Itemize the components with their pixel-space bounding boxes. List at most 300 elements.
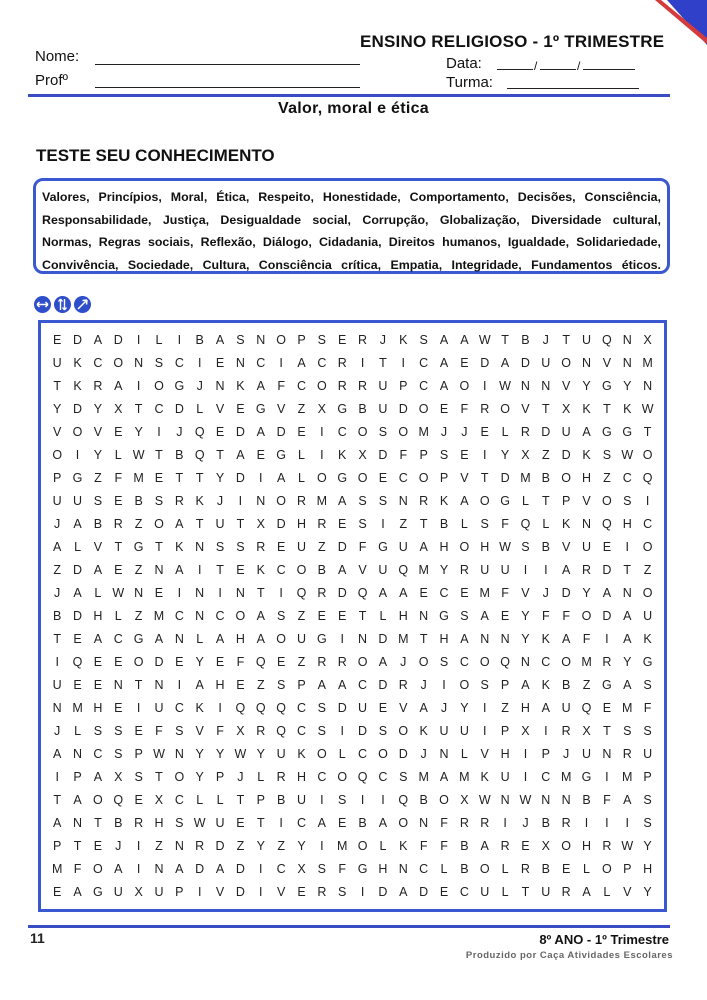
grid-cell[interactable]: X [643,333,652,347]
grid-cell[interactable]: R [561,724,571,738]
grid-cell[interactable]: C [378,770,388,784]
grid-cell[interactable]: Q [520,517,531,531]
grid-cell[interactable]: J [420,678,427,692]
grid-cell[interactable]: X [317,402,327,416]
grid-cell[interactable]: E [297,885,306,899]
grid-cell[interactable]: P [297,333,306,347]
grid-cell[interactable]: F [603,793,611,807]
grid-cell[interactable]: V [399,701,408,715]
grid-cell[interactable]: L [196,632,204,646]
grid-cell[interactable]: Q [642,471,653,485]
grid-cell[interactable]: J [176,425,183,439]
grid-cell[interactable]: D [235,471,245,485]
grid-cell[interactable]: I [482,701,487,715]
grid-cell[interactable]: T [53,793,61,807]
grid-cell[interactable]: O [479,655,490,669]
grid-cell[interactable]: C [459,655,469,669]
grid-cell[interactable]: S [134,770,143,784]
grid-cell[interactable]: A [378,586,388,600]
grid-cell[interactable]: O [500,402,510,416]
grid-cell[interactable]: O [154,379,164,393]
grid-cell[interactable]: Z [297,609,306,623]
grid-cell[interactable]: Y [582,379,591,393]
grid-cell[interactable]: R [459,563,469,577]
grid-cell[interactable]: U [296,632,306,646]
grid-cell[interactable]: N [398,494,408,508]
grid-cell[interactable]: Q [255,655,266,669]
grid-cell[interactable]: C [174,609,184,623]
grid-cell[interactable]: C [622,471,632,485]
grid-cell[interactable]: A [276,471,286,485]
grid-cell[interactable]: D [337,701,347,715]
grid-cell[interactable]: H [500,747,510,761]
grid-cell[interactable]: L [257,770,265,784]
grid-cell[interactable]: I [136,701,141,715]
grid-cell[interactable]: A [419,540,428,554]
grid-cell[interactable]: U [296,793,306,807]
grid-cell[interactable]: H [296,770,306,784]
grid-cell[interactable]: D [337,540,347,554]
grid-cell[interactable]: Z [399,517,408,531]
grid-cell[interactable]: D [561,448,571,462]
grid-cell[interactable]: E [154,471,164,485]
grid-cell[interactable]: R [459,816,469,830]
grid-cell[interactable]: M [520,471,531,485]
grid-cell[interactable]: U [500,770,510,784]
grid-cell[interactable]: F [541,609,550,623]
grid-cell[interactable]: E [521,839,530,853]
grid-cell[interactable]: O [93,793,103,807]
grid-cell[interactable]: Q [500,655,510,669]
grid-cell[interactable]: I [218,586,222,600]
grid-cell[interactable]: N [235,356,245,370]
grid-cell[interactable]: L [114,448,122,462]
grid-cell[interactable]: M [418,770,429,784]
grid-cell[interactable]: Q [194,425,205,439]
grid-cell[interactable]: B [521,333,530,347]
grid-cell[interactable]: B [541,471,550,485]
grid-cell[interactable]: L [94,586,102,600]
name-field[interactable] [95,64,360,65]
grid-cell[interactable]: R [174,494,184,508]
grid-cell[interactable]: A [480,839,489,853]
grid-cell[interactable]: O [479,494,490,508]
grid-cell[interactable]: I [320,839,324,853]
grid-cell[interactable]: N [154,678,164,692]
grid-cell[interactable]: L [298,471,305,485]
grid-cell[interactable]: U [439,724,449,738]
grid-cell[interactable]: H [378,862,388,876]
grid-cell[interactable]: W [499,540,511,554]
grid-cell[interactable]: I [177,586,182,600]
grid-cell[interactable]: I [259,471,263,485]
grid-cell[interactable]: G [602,678,612,692]
grid-cell[interactable]: S [419,333,428,347]
grid-cell[interactable]: V [460,471,469,485]
grid-cell[interactable]: E [134,724,143,738]
grid-cell[interactable]: N [520,655,530,669]
grid-cell[interactable]: E [338,609,347,623]
grid-cell[interactable]: P [643,770,652,784]
grid-cell[interactable]: H [520,701,530,715]
grid-cell[interactable]: D [276,425,286,439]
grid-cell[interactable]: L [603,885,611,899]
grid-cell[interactable]: U [296,540,306,554]
grid-cell[interactable]: Q [255,701,266,715]
grid-cell[interactable]: D [113,333,123,347]
grid-cell[interactable]: I [360,793,365,807]
grid-cell[interactable]: S [236,540,245,554]
grid-cell[interactable]: R [582,563,592,577]
grid-cell[interactable]: A [93,563,103,577]
grid-cell[interactable]: B [53,609,62,623]
grid-cell[interactable]: A [256,632,265,646]
grid-cell[interactable]: E [419,586,428,600]
grid-cell[interactable]: S [276,678,286,692]
grid-cell[interactable]: T [603,402,611,416]
grid-cell[interactable]: T [562,333,570,347]
grid-cell[interactable]: I [136,839,141,853]
grid-cell[interactable]: O [398,724,409,738]
grid-cell[interactable]: Q [602,517,612,531]
grid-cell[interactable]: A [623,609,632,623]
grid-cell[interactable]: F [73,862,82,876]
grid-cell[interactable]: L [440,862,448,876]
grid-cell[interactable]: I [279,816,283,830]
grid-cell[interactable]: M [153,609,165,623]
grid-cell[interactable]: E [460,448,469,462]
grid-cell[interactable]: A [297,356,306,370]
grid-cell[interactable]: D [419,885,429,899]
grid-cell[interactable]: M [418,425,429,439]
grid-cell[interactable]: Y [93,402,103,416]
grid-cell[interactable]: U [113,885,123,899]
grid-cell[interactable]: N [622,356,632,370]
grid-cell[interactable]: X [358,448,367,462]
grid-cell[interactable]: A [256,609,265,623]
grid-cell[interactable]: E [602,540,612,554]
grid-cell[interactable]: S [338,793,347,807]
grid-cell[interactable]: A [439,333,449,347]
grid-cell[interactable]: K [399,333,408,347]
grid-cell[interactable]: V [602,356,612,370]
grid-cell[interactable]: C [93,747,103,761]
grid-cell[interactable]: B [541,862,550,876]
grid-cell[interactable]: U [52,356,62,370]
grid-cell[interactable]: O [642,586,653,600]
grid-cell[interactable]: I [523,770,528,784]
grid-cell[interactable]: G [439,609,449,623]
grid-cell[interactable]: E [480,425,489,439]
grid-cell[interactable]: C [358,678,368,692]
grid-cell[interactable]: Z [297,402,306,416]
grid-cell[interactable]: G [622,425,633,439]
grid-cell[interactable]: T [53,632,61,646]
grid-cell[interactable]: F [440,816,448,830]
grid-cell[interactable]: A [73,586,82,600]
grid-cell[interactable]: G [93,885,103,899]
grid-cell[interactable]: Z [297,655,306,669]
grid-cell[interactable]: J [420,747,427,761]
grid-cell[interactable]: M [316,494,328,508]
grid-cell[interactable]: E [114,701,123,715]
grid-cell[interactable]: I [544,563,548,577]
grid-cell[interactable]: S [358,517,367,531]
grid-cell[interactable]: U [52,494,62,508]
grid-cell[interactable]: T [134,402,143,416]
grid-cell[interactable]: V [195,724,204,738]
grid-cell[interactable]: K [297,747,306,761]
grid-cell[interactable]: N [358,632,368,646]
grid-cell[interactable]: E [93,655,103,669]
grid-cell[interactable]: Q [357,586,368,600]
grid-cell[interactable]: S [643,724,652,738]
grid-cell[interactable]: U [154,701,164,715]
grid-cell[interactable]: E [317,609,327,623]
grid-cell[interactable]: A [480,609,489,623]
grid-cell[interactable]: I [442,678,446,692]
grid-cell[interactable]: S [175,724,184,738]
grid-cell[interactable]: O [276,333,286,347]
grid-cell[interactable]: A [582,425,591,439]
grid-cell[interactable]: Z [134,517,143,531]
grid-cell[interactable]: I [360,885,365,899]
grid-cell[interactable]: R [398,678,408,692]
grid-cell[interactable]: G [337,471,348,485]
grid-cell[interactable]: H [439,632,449,646]
grid-cell[interactable]: C [317,770,327,784]
grid-cell[interactable]: X [114,402,123,416]
grid-cell[interactable]: O [602,494,612,508]
grid-cell[interactable]: B [276,793,286,807]
grid-cell[interactable]: I [238,494,243,508]
grid-cell[interactable]: G [72,471,83,485]
grid-cell[interactable]: O [479,862,490,876]
grid-cell[interactable]: S [317,724,327,738]
grid-cell[interactable]: T [256,816,265,830]
grid-cell[interactable]: K [236,379,245,393]
grid-cell[interactable]: N [582,356,592,370]
grid-cell[interactable]: S [399,770,408,784]
grid-cell[interactable]: T [603,724,611,738]
grid-cell[interactable]: A [561,632,571,646]
grid-cell[interactable]: X [114,770,123,784]
grid-cell[interactable]: L [379,609,387,623]
grid-cell[interactable]: J [563,747,570,761]
grid-cell[interactable]: R [561,885,571,899]
grid-cell[interactable]: S [480,678,489,692]
grid-cell[interactable]: K [195,494,204,508]
grid-cell[interactable]: S [643,793,652,807]
grid-cell[interactable]: O [357,425,368,439]
grid-cell[interactable]: I [625,816,629,830]
grid-cell[interactable]: F [236,655,245,669]
grid-cell[interactable]: O [439,793,449,807]
grid-cell[interactable]: H [582,471,592,485]
grid-cell[interactable]: V [623,885,632,899]
grid-cell[interactable]: K [256,563,265,577]
grid-cell[interactable]: I [605,770,609,784]
grid-cell[interactable]: E [439,402,449,416]
grid-cell[interactable]: Y [195,655,204,669]
grid-cell[interactable]: O [72,425,83,439]
grid-cell[interactable]: R [480,816,490,830]
grid-cell[interactable]: O [561,471,572,485]
grid-cell[interactable]: A [317,678,327,692]
grid-cell[interactable]: E [378,701,388,715]
grid-cell[interactable]: G [357,862,368,876]
grid-cell[interactable]: D [541,425,551,439]
grid-cell[interactable]: E [602,701,612,715]
grid-cell[interactable]: P [73,770,82,784]
grid-cell[interactable]: L [196,793,204,807]
grid-cell[interactable]: L [379,839,387,853]
grid-cell[interactable]: F [460,402,469,416]
grid-cell[interactable]: D [358,724,368,738]
grid-cell[interactable]: S [317,701,327,715]
grid-cell[interactable]: B [134,494,143,508]
grid-cell[interactable]: G [133,540,144,554]
grid-cell[interactable]: P [439,471,449,485]
grid-cell[interactable]: P [561,494,571,508]
grid-cell[interactable]: Y [134,425,143,439]
grid-cell[interactable]: H [643,862,653,876]
grid-cell[interactable]: I [218,701,222,715]
grid-cell[interactable]: E [73,678,82,692]
grid-cell[interactable]: V [215,402,225,416]
grid-cell[interactable]: R [337,379,347,393]
grid-cell[interactable]: G [337,402,348,416]
grid-cell[interactable]: G [316,632,327,646]
grid-cell[interactable]: O [561,356,572,370]
grid-cell[interactable]: I [157,425,161,439]
grid-cell[interactable]: I [340,724,344,738]
grid-cell[interactable]: T [155,770,163,784]
grid-cell[interactable]: Q [398,793,409,807]
grid-cell[interactable]: Q [296,586,307,600]
grid-cell[interactable]: I [320,448,324,462]
grid-cell[interactable]: C [358,747,368,761]
grid-cell[interactable]: N [195,586,205,600]
grid-cell[interactable]: Q [602,333,612,347]
grid-cell[interactable]: B [317,563,327,577]
grid-cell[interactable]: W [641,402,654,416]
grid-cell[interactable]: E [276,540,286,554]
grid-cell[interactable]: M [459,770,470,784]
grid-cell[interactable]: K [338,448,347,462]
grid-cell[interactable]: B [175,448,184,462]
grid-cell[interactable]: F [643,701,652,715]
grid-cell[interactable]: O [276,494,286,508]
grid-cell[interactable]: G [133,632,144,646]
grid-cell[interactable]: D [235,425,245,439]
grid-cell[interactable]: I [279,586,283,600]
grid-cell[interactable]: T [541,402,550,416]
grid-cell[interactable]: X [582,724,591,738]
grid-cell[interactable]: N [235,586,245,600]
grid-cell[interactable]: D [73,402,83,416]
grid-cell[interactable]: L [74,724,82,738]
grid-cell[interactable]: Y [582,586,591,600]
grid-cell[interactable]: T [114,540,123,554]
grid-cell[interactable]: Y [643,839,652,853]
grid-cell[interactable]: P [500,724,510,738]
grid-cell[interactable]: F [399,448,408,462]
grid-cell[interactable]: I [197,356,202,370]
grid-cell[interactable]: H [215,678,225,692]
grid-cell[interactable]: A [378,816,388,830]
grid-cell[interactable]: O [52,448,63,462]
grid-cell[interactable]: Z [155,839,163,853]
grid-cell[interactable]: R [256,540,266,554]
grid-cell[interactable]: G [255,402,266,416]
grid-cell[interactable]: U [215,517,225,531]
grid-cell[interactable]: S [317,862,327,876]
grid-cell[interactable]: R [317,885,327,899]
grid-cell[interactable]: N [73,816,83,830]
grid-cell[interactable]: I [259,885,263,899]
grid-cell[interactable]: F [582,632,591,646]
grid-cell[interactable]: V [276,885,286,899]
grid-cell[interactable]: K [541,632,550,646]
grid-cell[interactable]: R [358,379,368,393]
grid-cell[interactable]: D [398,402,408,416]
grid-cell[interactable]: C [419,379,429,393]
grid-cell[interactable]: N [582,517,592,531]
grid-cell[interactable]: O [459,540,470,554]
grid-cell[interactable]: X [154,793,164,807]
grid-cell[interactable]: N [398,862,408,876]
grid-cell[interactable]: B [358,402,367,416]
grid-cell[interactable]: K [399,839,408,853]
grid-cell[interactable]: R [134,816,144,830]
grid-cell[interactable]: R [602,839,612,853]
grid-cell[interactable]: U [480,885,490,899]
grid-cell[interactable]: A [541,701,550,715]
grid-cell[interactable]: D [378,448,388,462]
grid-cell[interactable]: P [419,448,428,462]
grid-cell[interactable]: U [582,747,592,761]
grid-cell[interactable]: O [398,816,409,830]
grid-cell[interactable]: J [400,655,407,669]
grid-cell[interactable]: Z [318,540,326,554]
grid-cell[interactable]: P [53,839,62,853]
grid-cell[interactable]: T [53,379,61,393]
grid-cell[interactable]: L [501,862,509,876]
grid-cell[interactable]: B [541,816,550,830]
grid-cell[interactable]: Y [195,747,204,761]
grid-cell[interactable]: L [542,517,550,531]
grid-cell[interactable]: M [581,655,592,669]
grid-cell[interactable]: R [602,655,612,669]
grid-cell[interactable]: S [460,609,469,623]
grid-cell[interactable]: O [93,862,103,876]
grid-cell[interactable]: Y [460,701,469,715]
grid-cell[interactable]: E [276,655,286,669]
grid-cell[interactable]: W [132,448,145,462]
grid-cell[interactable]: E [297,425,306,439]
grid-cell[interactable]: T [623,563,632,577]
grid-cell[interactable]: K [195,701,204,715]
grid-cell[interactable]: C [398,471,408,485]
grid-cell[interactable]: P [53,471,62,485]
grid-cell[interactable]: B [93,517,103,531]
grid-cell[interactable]: R [195,839,205,853]
grid-cell[interactable]: D [378,632,388,646]
grid-cell[interactable]: T [419,632,428,646]
grid-cell[interactable]: P [297,678,306,692]
grid-cell[interactable]: I [381,517,385,531]
